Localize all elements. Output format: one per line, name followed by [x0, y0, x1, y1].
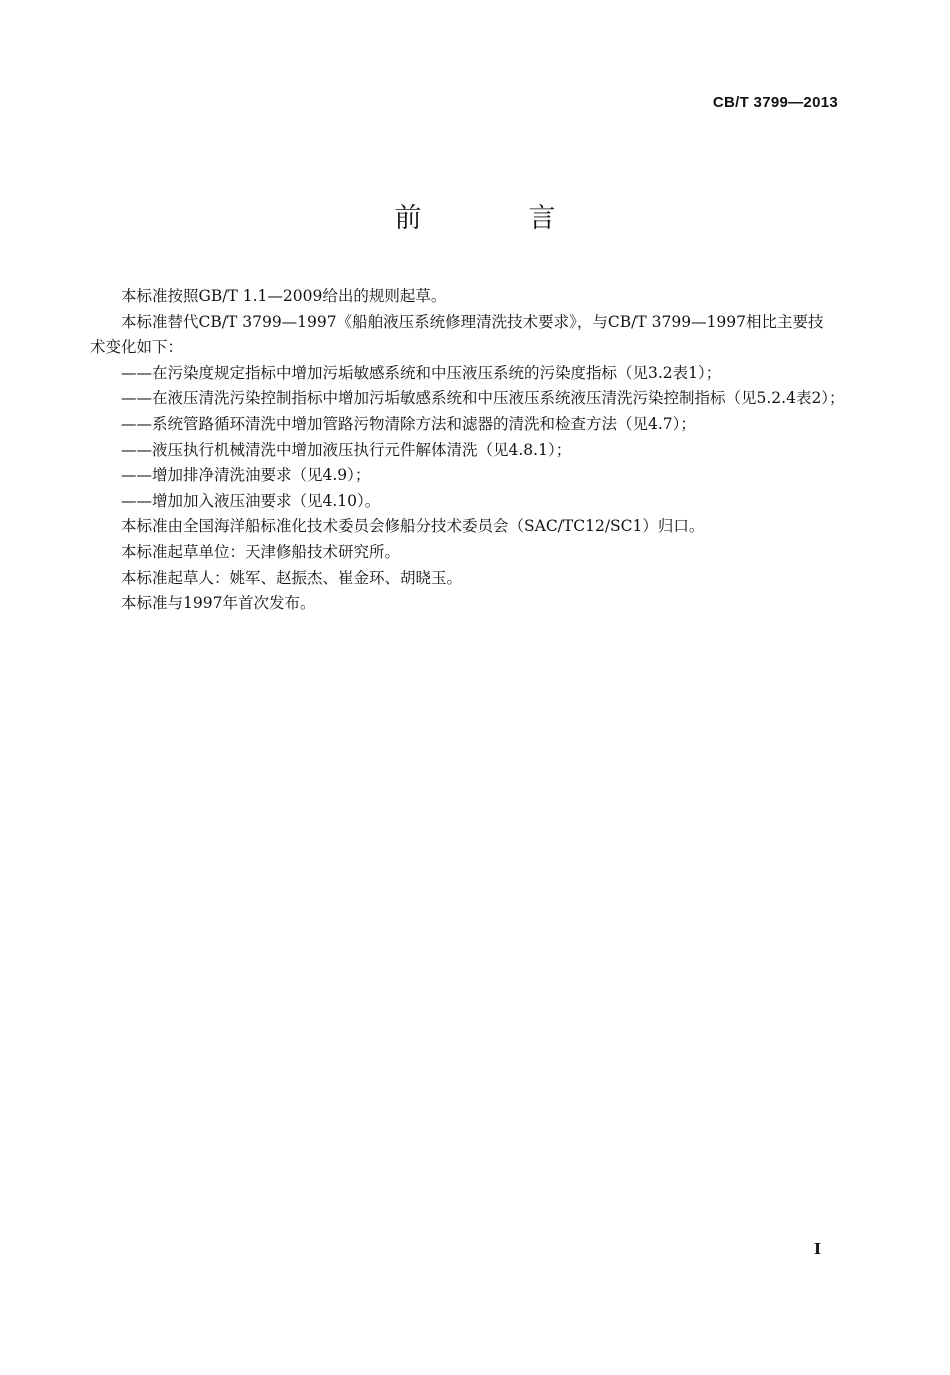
change-item: ——增加排净清洗油要求（见4.9）；	[121, 466, 371, 485]
standard-code: CB/T 3799—2013	[712, 94, 838, 111]
page-number: I	[814, 1240, 822, 1258]
paragraph-responsible-committee: 本标准由全国海洋船标准化技术委员会修船分技术委员会（SAC/TC12/SC1）归口。	[121, 517, 705, 536]
paragraph-drafters: 本标准起草人：姚军、赵振杰、崔金环、胡晓玉。	[121, 568, 463, 587]
foreword-body	[90, 284, 850, 617]
page-title: 前 言	[394, 203, 596, 234]
paragraph-first-release: 本标准与1997年首次发布。	[121, 594, 316, 613]
change-item: ——增加加入液压油要求（见4.10）。	[121, 491, 381, 510]
paragraph-replacement-continued: 术变化如下：	[90, 338, 184, 357]
paragraph-drafting-rules: 本标准按照GB/T 1.1—2009给出的规则起草。	[121, 287, 447, 305]
paragraph-drafting-unit: 本标准起草单位：天津修船技术研究所。	[121, 542, 401, 561]
paragraph-replacement: 本标准替代CB/T 3799—1997《船舶液压系统修理清洗技术要求》，与CB/T 3799—1997相比主要技	[121, 312, 824, 331]
change-item: ——液压执行机械清洗中增加液压执行元件解体清洗（见4.8.1）；	[121, 440, 572, 459]
change-item: ——在液压清洗污染控制指标中增加污垢敏感系统和中压液压系统液压清洗污染控制指标（见5.2.4表2）；	[121, 389, 845, 408]
change-item: ——系统管路循环清洗中增加管路污物清除方法和滤器的清洗和检查方法（见4.7）；	[121, 414, 696, 433]
change-item: ——在污染度规定指标中增加污垢敏感系统和中压液压系统的污染度指标（见3.2表1）；	[121, 363, 722, 382]
